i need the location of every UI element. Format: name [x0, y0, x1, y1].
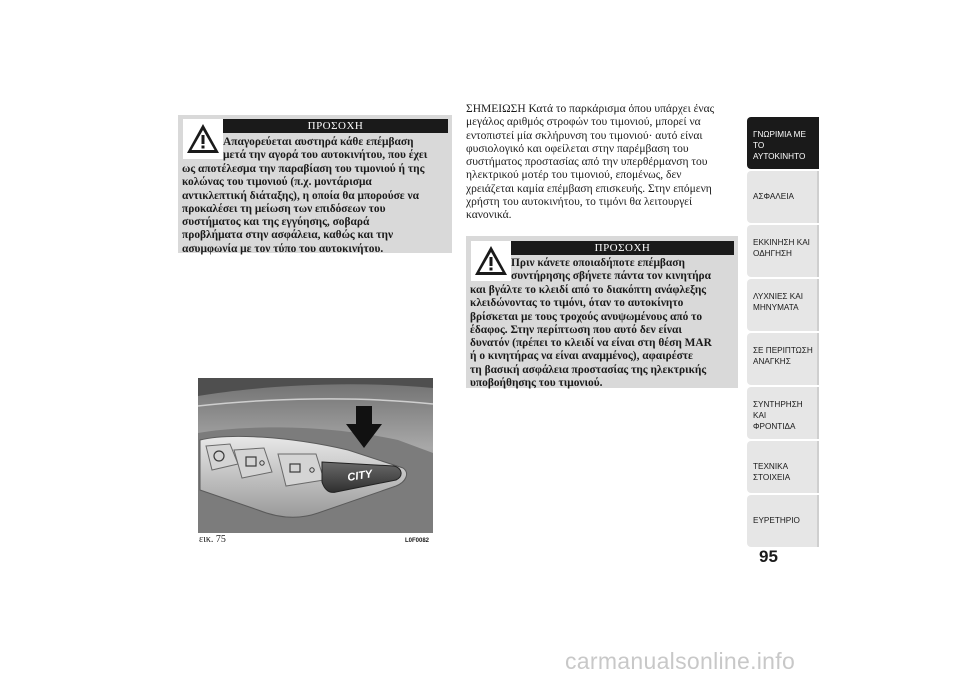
figure-code: L0F0082 [405, 538, 430, 544]
dashboard-illustration [198, 378, 433, 533]
warning-lead-text: Απαγορεύεται αυστηρά κάθε επέμβαση μετά την αγορά του αυτοκινήτου, που έχει [223, 136, 428, 162]
figure-caption: εικ. 75 [199, 534, 226, 545]
tab-technical-data[interactable]: ΤΕΧΝΙΚΑ ΣΤΟΙΧΕΙΑ [747, 441, 819, 493]
tab-emergency[interactable]: ΣΕ ΠΕΡΙΠΤΩΣΗ ΑΝΑΓΚΗΣ [747, 333, 819, 385]
warning-title: ΠΡΟΣΟΧΗ [223, 119, 448, 133]
tab-lights-messages[interactable]: ΛΥΧΝΙΕΣ ΚΑΙ ΜΗΝΥΜΑΤΑ [747, 279, 819, 331]
tab-maintenance[interactable]: ΣΥΝΤΗΡΗΣΗ ΚΑΙ ΦΡΟΝΤΙΔΑ [747, 387, 819, 439]
warning-icon-container [471, 241, 511, 281]
tab-starting-driving[interactable]: ΕΚΚΙΝΗΣΗ ΚΑΙ ΟΔΗΓΗΣΗ [747, 225, 819, 277]
tab-safety[interactable]: ΑΣΦΑΛΕΙΑ [747, 171, 819, 223]
warning-title: ΠΡΟΣΟΧΗ [511, 241, 734, 255]
warning-body-text: ως αποτέλεσμα την παραβίαση του τιμονιού ή της κολώνας του τιμονιού (π.χ. μοντάρισμα αντικλεπτική διάταξης), η οποία θα μπορούσε να προκαλέσει τη μείωση των επιδόσεων του συστήματος και της εγγύησης, σοβαρά προβλήματα στην ασφάλεια, καθώς και την ασυμφωνία με τον τύπο του αυτοκινήτου. [182, 163, 425, 255]
watermark-text: carmanualsonline.info [565, 648, 796, 674]
warning-box-right [466, 236, 738, 388]
tab-index[interactable]: ΕΥΡΕΤΗΡΙΟ [747, 495, 819, 547]
figure-dashboard-city-button [198, 378, 433, 533]
warning-box-left [178, 115, 452, 253]
warning-icon-container [183, 119, 223, 159]
city-button-label: CITY [346, 468, 374, 484]
warning-lead-text: Πριν κάνετε οποιαδήποτε επέμβαση συντήρησης σβήνετε πάντα τον κινητήρα [511, 257, 711, 283]
warning-triangle-icon [183, 119, 223, 159]
warning-triangle-icon [471, 241, 511, 281]
warning-body-text: και βγάλτε το κλειδί από το διακόπτη ανάφλεξης κλειδώνοντας το τιμόνι, όταν το αυτοκίνητο βρίσκεται με τους τροχούς ανυψωμένους από το έδαφος. Στην περίπτωση που αυτό δεν είναι δυνατόν (πρέπει το κλειδί να είναι στη θέση MAR ή ο κινητήρας να είναι αναμμένος), αφαιρέστε τη βασική ασφάλεια προστασίας της ηλεκτρικής υποβοήθησης του τιμονιού. [470, 284, 712, 390]
tab-getting-to-know[interactable]: ΓΝΩΡΙΜΙΑ ΜΕ ΤΟ ΑΥΤΟΚΙΝΗΤΟ [747, 117, 819, 169]
note-paragraph: ΣΗΜΕΙΩΣΗ Κατά το παρκάρισμα όπου υπάρχει ένας μεγάλος αριθμός στροφών του τιμονιού, μπορεί να εντοπιστεί μία σκλήρυνση του τιμονιού· αυτό είναι φυσιολογικό και οφείλεται στην παρέμβαση του συστήματος προστασίας από την υπερθέρμανση του ηλεκτρικού μοτέρ του τιμονιού, επομένως, δεν χρειάζεται καμία επέμβαση επισκευής. Στην επόμενη χρήστη του αυτοκινήτου, το τιμόνι θα λειτουργεί κανονικά. [466, 103, 715, 222]
page-number: 95 [759, 547, 778, 566]
